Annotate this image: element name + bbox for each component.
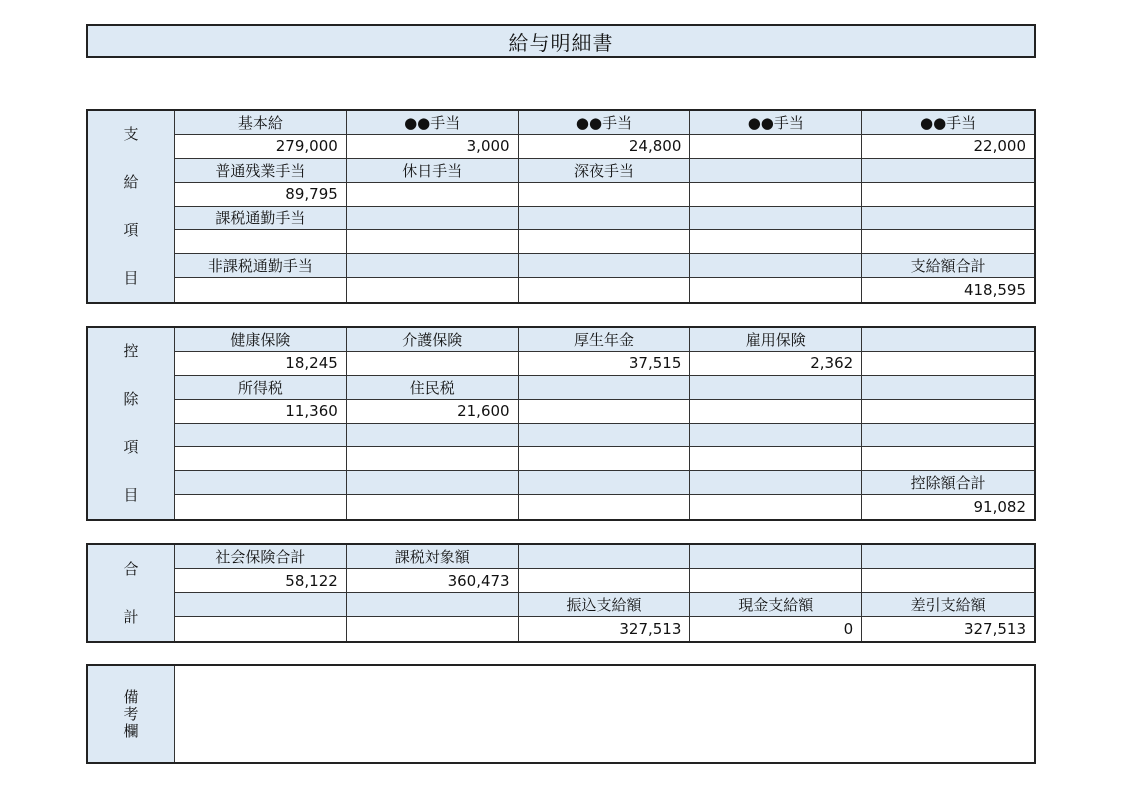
deductions-item-label — [175, 471, 347, 495]
payments-item-value[interactable] — [175, 278, 347, 302]
totals-item-label — [347, 593, 519, 617]
payments-item-value[interactable] — [690, 278, 862, 302]
deductions-item-label — [690, 376, 862, 400]
payments-item-value[interactable] — [175, 230, 347, 254]
side-char: 合 — [123, 559, 139, 578]
payments-item-label: 基本給 — [175, 111, 347, 135]
deductions-item-label — [347, 471, 519, 495]
totals-item-value[interactable]: 360,473 — [347, 569, 519, 593]
payments-item-value[interactable] — [690, 230, 862, 254]
deductions-item-value[interactable]: 37,515 — [519, 352, 691, 376]
payments-item-value[interactable]: 22,000 — [862, 135, 1034, 159]
deductions-item-value[interactable] — [347, 352, 519, 376]
payments-item-value[interactable]: 3,000 — [347, 135, 519, 159]
payments-item-label: 支給額合計 — [862, 254, 1034, 278]
deductions-item-label: 厚生年金 — [519, 328, 691, 352]
totals-item-value[interactable] — [862, 569, 1034, 593]
payments-item-label: 非課税通勤手当 — [175, 254, 347, 278]
document-title: 給与明細書 — [86, 24, 1036, 58]
deductions-item-value[interactable] — [690, 495, 862, 519]
deductions-item-label: 所得税 — [175, 376, 347, 400]
deductions-item-label — [690, 471, 862, 495]
payments-item-value[interactable] — [347, 230, 519, 254]
payments-item-value[interactable]: 89,795 — [175, 183, 347, 207]
payments-item-label — [519, 254, 691, 278]
deductions-item-label — [690, 424, 862, 448]
side-char: 考 — [123, 704, 139, 723]
deductions-item-label — [347, 424, 519, 448]
totals-item-value[interactable] — [347, 617, 519, 641]
side-char: 目 — [123, 485, 139, 504]
deductions-item-value[interactable] — [519, 400, 691, 424]
payments-item-label: 休日手当 — [347, 159, 519, 183]
payments-item-value[interactable] — [519, 183, 691, 207]
remarks-side-label — [88, 666, 175, 762]
payments-item-value[interactable] — [862, 230, 1034, 254]
totals-item-label: 課税対象額 — [347, 545, 519, 569]
totals-grid — [175, 545, 1034, 641]
totals-section — [86, 543, 1036, 643]
totals-item-label: 振込支給額 — [519, 593, 691, 617]
deductions-grid — [175, 328, 1034, 519]
payments-item-value[interactable]: 418,595 — [862, 278, 1034, 302]
payments-item-label: ●●手当 — [862, 111, 1034, 135]
deductions-item-label — [862, 424, 1034, 448]
payments-item-label — [347, 207, 519, 231]
deductions-item-value[interactable]: 18,245 — [175, 352, 347, 376]
totals-item-value[interactable]: 327,513 — [519, 617, 691, 641]
payments-item-value[interactable]: 279,000 — [175, 135, 347, 159]
totals-item-label: 現金支給額 — [690, 593, 862, 617]
payments-item-label: ●●手当 — [519, 111, 691, 135]
deductions-item-label — [862, 376, 1034, 400]
payments-item-label — [690, 254, 862, 278]
side-char: 控 — [123, 342, 139, 361]
deductions-item-value[interactable] — [862, 400, 1034, 424]
totals-item-value[interactable] — [175, 617, 347, 641]
payments-item-label — [690, 207, 862, 231]
payments-item-label: 普通残業手当 — [175, 159, 347, 183]
totals-item-value[interactable] — [519, 569, 691, 593]
payments-item-label: ●●手当 — [690, 111, 862, 135]
deductions-item-value[interactable]: 2,362 — [690, 352, 862, 376]
side-char: 目 — [123, 268, 139, 287]
deductions-item-value[interactable]: 21,600 — [347, 400, 519, 424]
deductions-item-label — [519, 376, 691, 400]
side-char: 備 — [123, 687, 139, 706]
payments-item-value[interactable] — [519, 230, 691, 254]
totals-item-value[interactable]: 0 — [690, 617, 862, 641]
payments-grid — [175, 111, 1034, 302]
deductions-item-value[interactable] — [690, 447, 862, 471]
deductions-item-value[interactable]: 91,082 — [862, 495, 1034, 519]
remarks-section — [86, 664, 1036, 764]
payments-side-label — [88, 111, 175, 302]
payments-item-value[interactable] — [347, 183, 519, 207]
totals-item-value[interactable]: 327,513 — [862, 617, 1034, 641]
deductions-item-value[interactable] — [862, 352, 1034, 376]
totals-item-label: 社会保険合計 — [175, 545, 347, 569]
deductions-item-value[interactable]: 11,360 — [175, 400, 347, 424]
deductions-item-label — [862, 328, 1034, 352]
deductions-item-value[interactable] — [519, 447, 691, 471]
payments-item-label — [862, 159, 1034, 183]
totals-item-value[interactable]: 58,122 — [175, 569, 347, 593]
payments-item-value[interactable] — [519, 278, 691, 302]
payments-item-value[interactable] — [690, 183, 862, 207]
payments-item-value[interactable] — [862, 183, 1034, 207]
deductions-item-value[interactable] — [519, 495, 691, 519]
deductions-item-value[interactable] — [862, 447, 1034, 471]
deductions-item-value[interactable] — [347, 495, 519, 519]
remarks-field[interactable] — [175, 666, 1034, 762]
deductions-item-label — [519, 471, 691, 495]
deductions-side-label — [88, 328, 175, 519]
deductions-item-label: 雇用保険 — [690, 328, 862, 352]
deductions-item-label: 介護保険 — [347, 328, 519, 352]
payments-item-label: 深夜手当 — [519, 159, 691, 183]
totals-item-label — [519, 545, 691, 569]
side-char: 欄 — [123, 721, 139, 740]
payments-item-value[interactable] — [690, 135, 862, 159]
payments-section — [86, 109, 1036, 304]
payments-item-label: ●●手当 — [347, 111, 519, 135]
totals-item-value[interactable] — [690, 569, 862, 593]
deductions-item-label — [175, 424, 347, 448]
deductions-item-label: 控除額合計 — [862, 471, 1034, 495]
totals-item-label — [690, 545, 862, 569]
side-char: 計 — [123, 607, 139, 626]
deductions-item-value[interactable] — [690, 400, 862, 424]
side-char: 給 — [123, 173, 139, 192]
deductions-item-value[interactable] — [347, 447, 519, 471]
deductions-section — [86, 326, 1036, 521]
deductions-item-value[interactable] — [175, 447, 347, 471]
totals-item-label — [175, 593, 347, 617]
payments-item-label: 課税通勤手当 — [175, 207, 347, 231]
side-char: 除 — [123, 390, 139, 409]
deductions-item-label — [519, 424, 691, 448]
payments-item-label — [690, 159, 862, 183]
side-char: 項 — [123, 220, 139, 239]
payments-item-label — [862, 207, 1034, 231]
totals-side-label — [88, 545, 175, 641]
payments-item-value[interactable] — [347, 278, 519, 302]
payments-item-label — [347, 254, 519, 278]
side-char: 支 — [123, 125, 139, 144]
deductions-item-value[interactable] — [175, 495, 347, 519]
totals-item-label — [862, 545, 1034, 569]
totals-item-label: 差引支給額 — [862, 593, 1034, 617]
deductions-item-label: 住民税 — [347, 376, 519, 400]
payments-item-value[interactable]: 24,800 — [519, 135, 691, 159]
side-char: 項 — [123, 437, 139, 456]
payments-item-label — [519, 207, 691, 231]
deductions-item-label: 健康保険 — [175, 328, 347, 352]
